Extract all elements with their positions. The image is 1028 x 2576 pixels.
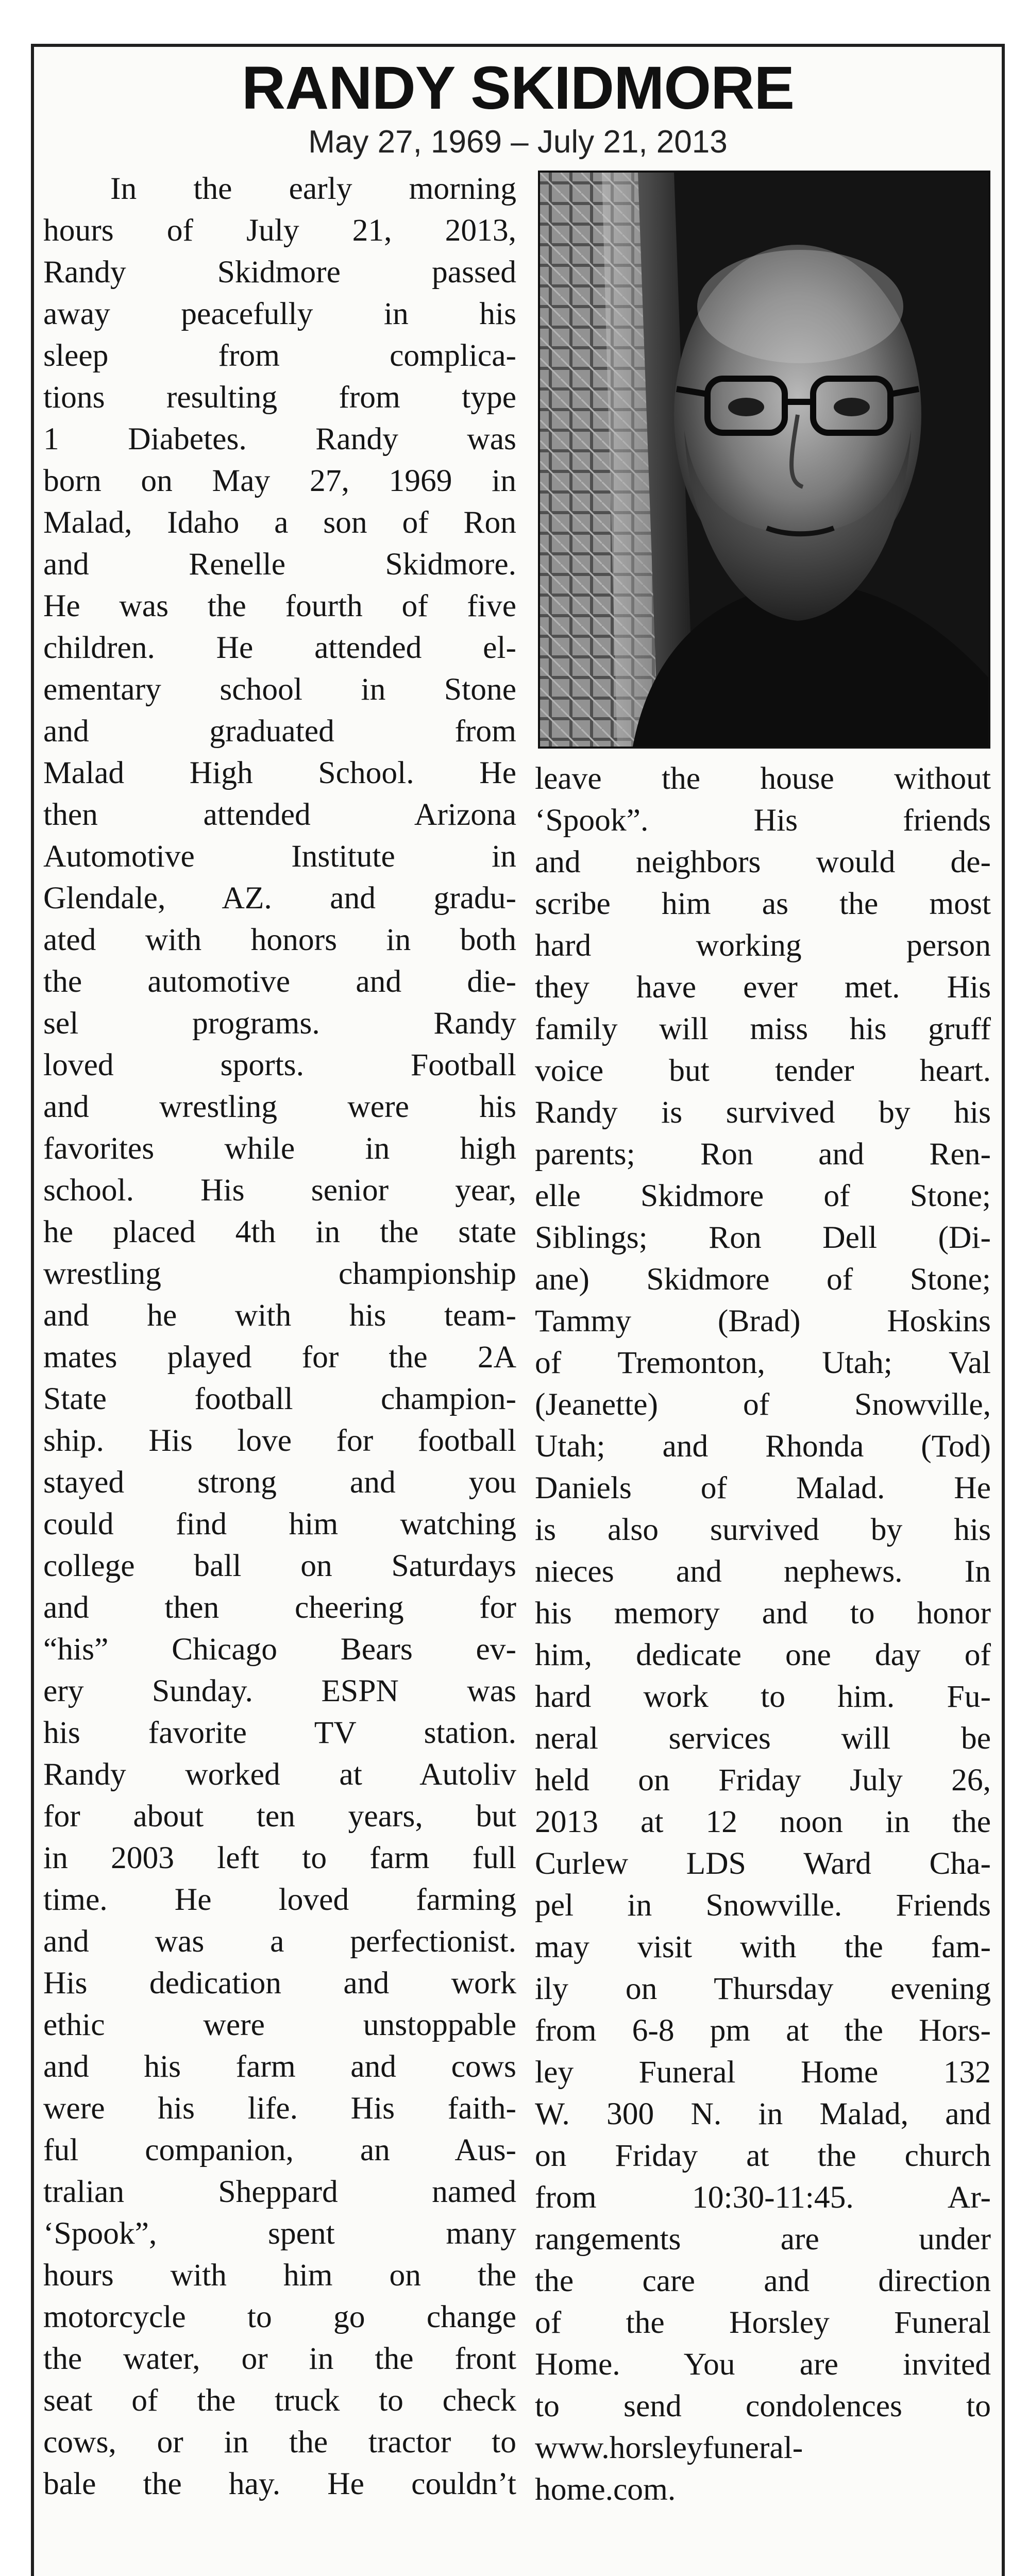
text-line: ane) Skidmore of Stone; xyxy=(535,1262,991,1297)
text-line: bale the hay. He couldn’t xyxy=(43,2466,516,2501)
text-line: motorcycle to go change xyxy=(43,2299,516,2334)
text-line: hours of July 21, 2013, xyxy=(43,213,516,248)
text-line: he placed 4th in the state xyxy=(43,1214,516,1249)
text-line: Malad, Idaho a son of Ron xyxy=(43,505,516,540)
text-line: held on Friday July 26, xyxy=(535,1762,991,1798)
text-line: voice but tender heart. xyxy=(535,1053,991,1088)
text-line: ery Sunday. ESPN was xyxy=(43,1673,516,1708)
text-line: and was a perfectionist. xyxy=(43,1924,516,1959)
text-line: Automotive Institute in xyxy=(43,839,516,874)
text-line: hard working person xyxy=(535,928,991,963)
text-line: for about ten years, but xyxy=(43,1799,516,1834)
text-line: Daniels of Malad. He xyxy=(535,1470,991,1505)
text-line: on Friday at the church xyxy=(535,2138,991,2173)
text-column-left xyxy=(43,168,516,2505)
text-line: and he with his team- xyxy=(43,1298,516,1333)
text-line: Home. You are invited xyxy=(535,2347,991,2382)
text-line: Randy Skidmore passed xyxy=(43,255,516,290)
text-line: were his life. His faith- xyxy=(43,2091,516,2126)
text-line: wrestling championship xyxy=(43,1256,516,1291)
portrait-photo xyxy=(538,171,990,749)
text-line: ethic were unstoppable xyxy=(43,2007,516,2042)
text-line: in 2003 left to farm full xyxy=(43,1840,516,1875)
text-line: www.horsleyfuneral- xyxy=(535,2430,803,2465)
text-line: and graduated from xyxy=(43,714,516,749)
text-line: sleep from complica- xyxy=(43,338,516,373)
text-line: scribe him as the most xyxy=(535,886,991,921)
text-line: and wrestling were his xyxy=(43,1089,516,1124)
text-line: loved sports. Football xyxy=(43,1047,516,1082)
text-line: Malad High School. He xyxy=(43,755,516,790)
portrait-image xyxy=(540,173,988,747)
text-line: cows, or in the tractor to xyxy=(43,2425,516,2460)
text-line: favorites while in high xyxy=(43,1131,516,1166)
text-line: children. He attended el- xyxy=(43,630,516,665)
text-line: Randy is survived by his xyxy=(535,1095,991,1130)
text-line: Tammy (Brad) Hoskins xyxy=(535,1303,991,1338)
text-line: 2013 at 12 noon in the xyxy=(535,1804,991,1839)
text-line: ship. His love for football xyxy=(43,1423,516,1458)
text-line: State football champion- xyxy=(43,1381,516,1416)
text-line: leave the house without xyxy=(535,761,991,796)
text-line: W. 300 N. in Malad, and xyxy=(535,2096,991,2131)
text-line: home.com. xyxy=(535,2472,676,2507)
text-line: stayed strong and you xyxy=(43,1465,516,1500)
text-line: time. He loved farming xyxy=(43,1882,516,1917)
text-line: could find him watching xyxy=(43,1506,516,1541)
text-line: the care and direction xyxy=(535,2263,991,2298)
text-line: to send condolences to xyxy=(535,2388,991,2424)
text-line: ated with honors in both xyxy=(43,922,516,957)
text-line: seat of the truck to check xyxy=(43,2383,516,2418)
text-line: His dedication and work xyxy=(43,1965,516,2001)
text-line: family will miss his gruff xyxy=(535,1011,991,1046)
life-dates: May 27, 1969 – July 21, 2013 xyxy=(308,124,728,160)
text-line: ‘Spook”, spent many xyxy=(43,2216,516,2251)
text-line: his favorite TV station. xyxy=(43,1715,516,1750)
text-line: neral services will be xyxy=(535,1721,991,1756)
text-line: his memory and to honor xyxy=(535,1596,991,1631)
text-line: elle Skidmore of Stone; xyxy=(535,1178,991,1213)
text-line: Utah; and Rhonda (Tod) xyxy=(535,1429,991,1464)
text-line: from 6-8 pm at the Hors- xyxy=(535,2013,991,2048)
text-line: pel in Snowville. Friends xyxy=(535,1888,991,1923)
text-line: Glendale, AZ. and gradu- xyxy=(43,880,516,916)
text-line: and neighbors would de- xyxy=(535,844,991,879)
text-line: the water, or in the front xyxy=(43,2341,516,2376)
text-line: ley Funeral Home 132 xyxy=(535,2055,991,2090)
text-line: is also survived by his xyxy=(535,1512,991,1547)
text-line: He was the fourth of five xyxy=(43,588,516,623)
text-line: college ball on Saturdays xyxy=(43,1548,516,1583)
text-line: Siblings; Ron Dell (Di- xyxy=(535,1220,991,1255)
text-line: hours with him on the xyxy=(43,2258,516,2293)
text-line: tralian Sheppard named xyxy=(43,2174,516,2209)
text-line: ‘Spook”. His friends xyxy=(535,803,991,838)
text-line: ily on Thursday evening xyxy=(535,1971,991,2006)
obituary-name: RANDY SKIDMORE xyxy=(241,54,795,122)
text-line: nieces and nephews. In xyxy=(535,1554,991,1589)
text-line: away peacefully in his xyxy=(43,296,516,331)
text-line: ementary school in Stone xyxy=(43,672,516,707)
text-line: him, dedicate one day of xyxy=(535,1637,991,1672)
text-line: may visit with the fam- xyxy=(535,1929,991,1964)
text-line: from 10:30-11:45. Ar- xyxy=(535,2180,991,2215)
text-line: Randy worked at Autoliv xyxy=(43,1757,516,1792)
text-line: the automotive and die- xyxy=(43,964,516,999)
text-line: they have ever met. His xyxy=(535,970,991,1005)
text-line: of the Horsley Funeral xyxy=(535,2305,991,2340)
text-line: born on May 27, 1969 in xyxy=(43,463,516,498)
text-line: (Jeanette) of Snowville, xyxy=(535,1387,991,1422)
text-line: hard work to him. Fu- xyxy=(535,1679,991,1714)
text-line: sel programs. Randy xyxy=(43,1006,516,1041)
text-column-right xyxy=(535,758,991,2511)
text-line: In the early morning xyxy=(110,171,516,206)
obituary-clipping xyxy=(31,44,1005,2576)
text-line: and his farm and cows xyxy=(43,2049,516,2084)
text-line: then attended Arizona xyxy=(43,797,516,832)
text-line: of Tremonton, Utah; Val xyxy=(535,1345,991,1380)
text-line: parents; Ron and Ren- xyxy=(535,1137,991,1172)
text-line: “his” Chicago Bears ev- xyxy=(43,1632,516,1667)
text-line: mates played for the 2A xyxy=(43,1340,516,1375)
text-line: school. His senior year, xyxy=(43,1173,516,1208)
text-line: 1 Diabetes. Randy was xyxy=(43,421,516,456)
text-line: tions resulting from type xyxy=(43,380,516,415)
text-line: Curlew LDS Ward Cha- xyxy=(535,1846,991,1881)
text-line: and then cheering for xyxy=(43,1590,516,1625)
text-line: and Renelle Skidmore. xyxy=(43,547,516,582)
text-line: rangements are under xyxy=(535,2222,991,2257)
text-line: ful companion, an Aus- xyxy=(43,2132,516,2167)
